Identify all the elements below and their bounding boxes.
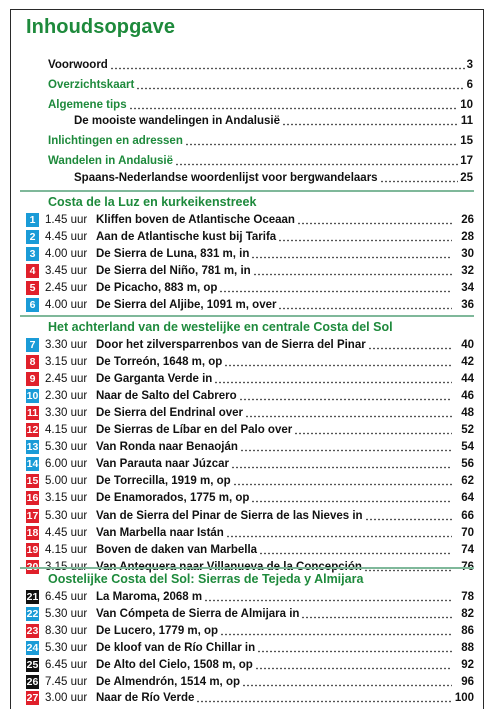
- walk-entry[interactable]: [26, 337, 474, 352]
- walk-number-badge: 19: [26, 543, 39, 556]
- walk-title: De Picacho, 883 m, op: [96, 281, 218, 294]
- leader-dots: [245, 405, 452, 420]
- walk-page: 66: [461, 509, 474, 522]
- toc-entry-page: 25: [460, 171, 473, 184]
- walk-title: De Sierras de Líbar en del Palo over: [96, 423, 293, 436]
- leader-dots: [240, 439, 452, 454]
- walk-page: 52: [461, 423, 474, 436]
- walk-number-badge: 16: [26, 491, 39, 504]
- walk-number-badge: 11: [26, 406, 39, 419]
- walk-title: De Almendrón, 1514 m, op: [96, 675, 240, 688]
- walk-page: 28: [461, 230, 474, 243]
- walk-title: De Sierra de Luna, 831 m, in: [96, 247, 250, 260]
- walk-page: 92: [461, 658, 474, 671]
- leader-dots: [224, 354, 452, 369]
- walk-number-badge: 8: [26, 355, 39, 369]
- leader-dots: [204, 589, 452, 604]
- walk-title: Van Parauta naar Júzcar: [96, 457, 229, 470]
- walk-title: Kliffen boven de Atlantische Oceaan: [96, 213, 295, 226]
- section-divider: [20, 190, 474, 192]
- walk-duration: 5.30 uur: [45, 440, 88, 453]
- walk-entry[interactable]: [26, 388, 474, 403]
- leader-dots: [214, 371, 452, 386]
- walk-page: 26: [461, 213, 474, 226]
- walk-title: De Sierra del Niño, 781 m, in: [96, 264, 251, 277]
- walk-title: Door het zilversparrenbos van de Sierra del Pinar: [96, 338, 366, 351]
- walk-number-badge: 4: [26, 264, 39, 278]
- walk-entry[interactable]: [26, 354, 474, 369]
- walk-duration: 8.30 uur: [45, 624, 88, 637]
- walk-page: 88: [461, 641, 474, 654]
- leader-dots: [301, 606, 452, 621]
- walk-duration: 4.15 uur: [45, 423, 88, 436]
- leader-dots: [251, 246, 452, 261]
- walk-entry[interactable]: [26, 473, 474, 488]
- walk-number-badge: 24: [26, 641, 39, 654]
- walk-number-badge: 6: [26, 298, 39, 312]
- walk-duration: 1.45 uur: [45, 213, 88, 226]
- walk-entry[interactable]: [26, 280, 474, 295]
- walk-title: Van Cómpeta de Sierra de Almijara in: [96, 607, 300, 620]
- walk-number-badge: 17: [26, 509, 39, 522]
- walk-title: De Alto del Cielo, 1508 m, op: [96, 658, 253, 671]
- walk-title: De Garganta Verde in: [96, 372, 213, 385]
- walk-page: 100: [454, 691, 474, 704]
- walk-entry[interactable]: [26, 439, 474, 454]
- walk-entry[interactable]: [26, 422, 474, 437]
- walk-number-badge: 13: [26, 440, 39, 453]
- walk-entry[interactable]: [26, 525, 474, 540]
- toc-entry-label: Spaans-Nederlandse woordenlijst voor bergwandelaars: [74, 171, 378, 184]
- leader-dots: [365, 508, 452, 523]
- walk-title: Boven de daken van Marbella: [96, 543, 258, 556]
- walk-duration: 3.00 uur: [45, 691, 88, 704]
- walk-number-badge: 21: [26, 590, 39, 603]
- leader-dots: [175, 153, 458, 168]
- walk-page: 34: [461, 281, 474, 294]
- toc-entry-label: Voorwoord: [48, 58, 108, 71]
- walk-page: 44: [461, 372, 474, 385]
- walk-duration: 2.45 uur: [45, 372, 88, 385]
- walk-title: Naar de Río Verde: [96, 691, 195, 704]
- walk-number-badge: 10: [26, 389, 39, 402]
- walk-title: La Maroma, 2068 m: [96, 590, 203, 603]
- walk-duration: 2.45 uur: [45, 281, 88, 294]
- leader-dots: [380, 170, 459, 185]
- walk-page: 32: [461, 264, 474, 277]
- walk-entry[interactable]: [26, 657, 474, 672]
- walk-page: 40: [461, 338, 474, 351]
- leader-dots: [297, 212, 452, 227]
- walk-page: 70: [461, 526, 474, 539]
- walk-page: 96: [461, 675, 474, 688]
- walk-page: 74: [461, 543, 474, 556]
- walk-title: De Sierra del Endrinal over: [96, 406, 244, 419]
- toc-entry-page: 11: [460, 114, 473, 127]
- walk-number-badge: 26: [26, 675, 39, 688]
- walk-title: De kloof van de Río Chillar in: [96, 641, 256, 654]
- toc-entry-label: Wandelen in Andalusië: [48, 154, 174, 167]
- walk-duration: 3.30 uur: [45, 406, 88, 419]
- toc-entry-page: 15: [460, 134, 473, 147]
- walk-title: De Torreón, 1648 m, op: [96, 355, 223, 368]
- leader-dots: [220, 623, 452, 638]
- leader-dots: [278, 229, 452, 244]
- walk-entry[interactable]: [26, 508, 474, 523]
- leader-dots: [185, 133, 458, 148]
- page-title: Inhoudsopgave: [26, 16, 176, 38]
- walk-number-badge: 2: [26, 230, 39, 244]
- walk-number-badge: 9: [26, 372, 39, 386]
- toc-entry[interactable]: [48, 133, 473, 148]
- walk-page: 54: [461, 440, 474, 453]
- toc-entry-label: De mooiste wandelingen in Andalusië: [74, 114, 280, 127]
- walk-number-badge: 15: [26, 474, 39, 487]
- walk-number-badge: 14: [26, 457, 39, 470]
- walk-title: De Torrecilla, 1919 m, op: [96, 474, 231, 487]
- section-divider: [20, 567, 474, 569]
- walk-duration: 4.00 uur: [45, 298, 88, 311]
- walk-page: 62: [461, 474, 474, 487]
- leader-dots: [294, 422, 452, 437]
- walk-duration: 4.45 uur: [45, 526, 88, 539]
- toc-entry[interactable]: [48, 153, 473, 168]
- leader-dots: [129, 97, 459, 112]
- toc-entry-label: Algemene tips: [48, 98, 127, 111]
- walk-number-badge: 7: [26, 338, 39, 352]
- leader-dots: [278, 297, 452, 312]
- walk-title: Van Ronda naar Benaoján: [96, 440, 238, 453]
- walk-entry[interactable]: [26, 405, 474, 420]
- toc-entry[interactable]: [74, 113, 473, 128]
- walk-number-badge: 22: [26, 607, 39, 620]
- walk-page: 30: [461, 247, 474, 260]
- walk-entry[interactable]: [26, 606, 474, 621]
- toc-entry-page: 3: [466, 58, 473, 71]
- leader-dots: [255, 657, 452, 672]
- toc-entry[interactable]: [48, 57, 473, 72]
- walk-title: Naar de Salto del Cabrero: [96, 389, 237, 402]
- leader-dots: [226, 525, 452, 540]
- walk-entry[interactable]: [26, 542, 474, 557]
- walk-duration: 2.30 uur: [45, 389, 88, 402]
- leader-dots: [251, 490, 452, 505]
- walk-page: 36: [461, 298, 474, 311]
- walk-entry[interactable]: [26, 623, 474, 638]
- leader-dots: [368, 337, 452, 352]
- walk-duration: 6.45 uur: [45, 590, 88, 603]
- walk-number-badge: 18: [26, 526, 39, 539]
- walk-title: Aan de Atlantische kust bij Tarifa: [96, 230, 277, 243]
- walk-page: 42: [461, 355, 474, 368]
- toc-entry[interactable]: [48, 77, 473, 92]
- walk-entry[interactable]: [26, 674, 474, 689]
- walk-number-badge: 27: [26, 691, 39, 704]
- leader-dots: [219, 280, 452, 295]
- leader-dots: [196, 690, 452, 705]
- walk-entry[interactable]: [26, 456, 474, 471]
- section-title: Costa de la Luz en kurkeikenstreek: [48, 195, 257, 209]
- walk-duration: 3.15 uur: [45, 491, 88, 504]
- walk-page: 56: [461, 457, 474, 470]
- leader-dots: [282, 113, 459, 128]
- walk-title: De Sierra del Aljibe, 1091 m, over: [96, 298, 277, 311]
- walk-duration: 7.45 uur: [45, 675, 88, 688]
- walk-duration: 4.45 uur: [45, 230, 88, 243]
- walk-entry[interactable]: [26, 229, 474, 244]
- walk-number-badge: 12: [26, 423, 39, 436]
- walk-number-badge: 1: [26, 213, 39, 227]
- toc-entry[interactable]: [48, 97, 473, 112]
- walk-entry[interactable]: [26, 263, 474, 278]
- walk-duration: 5.30 uur: [45, 509, 88, 522]
- walk-number-badge: 25: [26, 658, 39, 671]
- walk-entry[interactable]: [26, 297, 474, 312]
- walk-duration: 5.30 uur: [45, 641, 88, 654]
- walk-title: Van Marbella naar Istán: [96, 526, 224, 539]
- walk-page: 78: [461, 590, 474, 603]
- walk-duration: 3.30 uur: [45, 338, 88, 351]
- walk-duration: 4.00 uur: [45, 247, 88, 260]
- walk-entry[interactable]: [26, 246, 474, 261]
- walk-entry[interactable]: [26, 690, 474, 705]
- section-divider: [20, 315, 474, 317]
- toc-entry-page: 10: [460, 98, 473, 111]
- walk-entry[interactable]: [26, 640, 474, 655]
- toc-entry-label: Inlichtingen en adressen: [48, 134, 183, 147]
- leader-dots: [231, 456, 452, 471]
- leader-dots: [242, 674, 452, 689]
- leader-dots: [136, 77, 464, 92]
- toc-entry-page: 6: [466, 78, 473, 91]
- walk-page: 46: [461, 389, 474, 402]
- walk-page: 64: [461, 491, 474, 504]
- walk-page: 82: [461, 607, 474, 620]
- walk-number-badge: 23: [26, 624, 39, 637]
- walk-page: 48: [461, 406, 474, 419]
- walk-entry[interactable]: [26, 490, 474, 505]
- section-title: Het achterland van de westelijke en centrale Costa del Sol: [48, 320, 393, 334]
- leader-dots: [259, 542, 452, 557]
- leader-dots: [110, 57, 465, 72]
- walk-duration: 3.15 uur: [45, 355, 88, 368]
- walk-page: 86: [461, 624, 474, 637]
- walk-title: De Enamorados, 1775 m, op: [96, 491, 250, 504]
- leader-dots: [257, 640, 452, 655]
- walk-duration: 5.00 uur: [45, 474, 88, 487]
- walk-entry[interactable]: [26, 212, 474, 227]
- walk-duration: 6.45 uur: [45, 658, 88, 671]
- section-title: Oostelijke Costa del Sol: Sierras de Tejeda y Almijara: [48, 572, 364, 586]
- walk-duration: 3.45 uur: [45, 264, 88, 277]
- walk-number-badge: 5: [26, 281, 39, 295]
- walk-entry[interactable]: [26, 589, 474, 604]
- toc-entry-page: 17: [460, 154, 473, 167]
- walk-entry[interactable]: [26, 371, 474, 386]
- toc-entry[interactable]: [74, 170, 473, 185]
- walk-duration: 6.00 uur: [45, 457, 88, 470]
- leader-dots: [239, 388, 452, 403]
- walk-duration: 4.15 uur: [45, 543, 88, 556]
- walk-number-badge: 3: [26, 247, 39, 261]
- leader-dots: [233, 473, 452, 488]
- toc-entry-label: Overzichtskaart: [48, 78, 135, 91]
- leader-dots: [253, 263, 452, 278]
- walk-title: De Lucero, 1779 m, op: [96, 624, 219, 637]
- walk-title: Van de Sierra del Pinar de Sierra de las Nieves in: [96, 509, 363, 522]
- walk-duration: 5.30 uur: [45, 607, 88, 620]
